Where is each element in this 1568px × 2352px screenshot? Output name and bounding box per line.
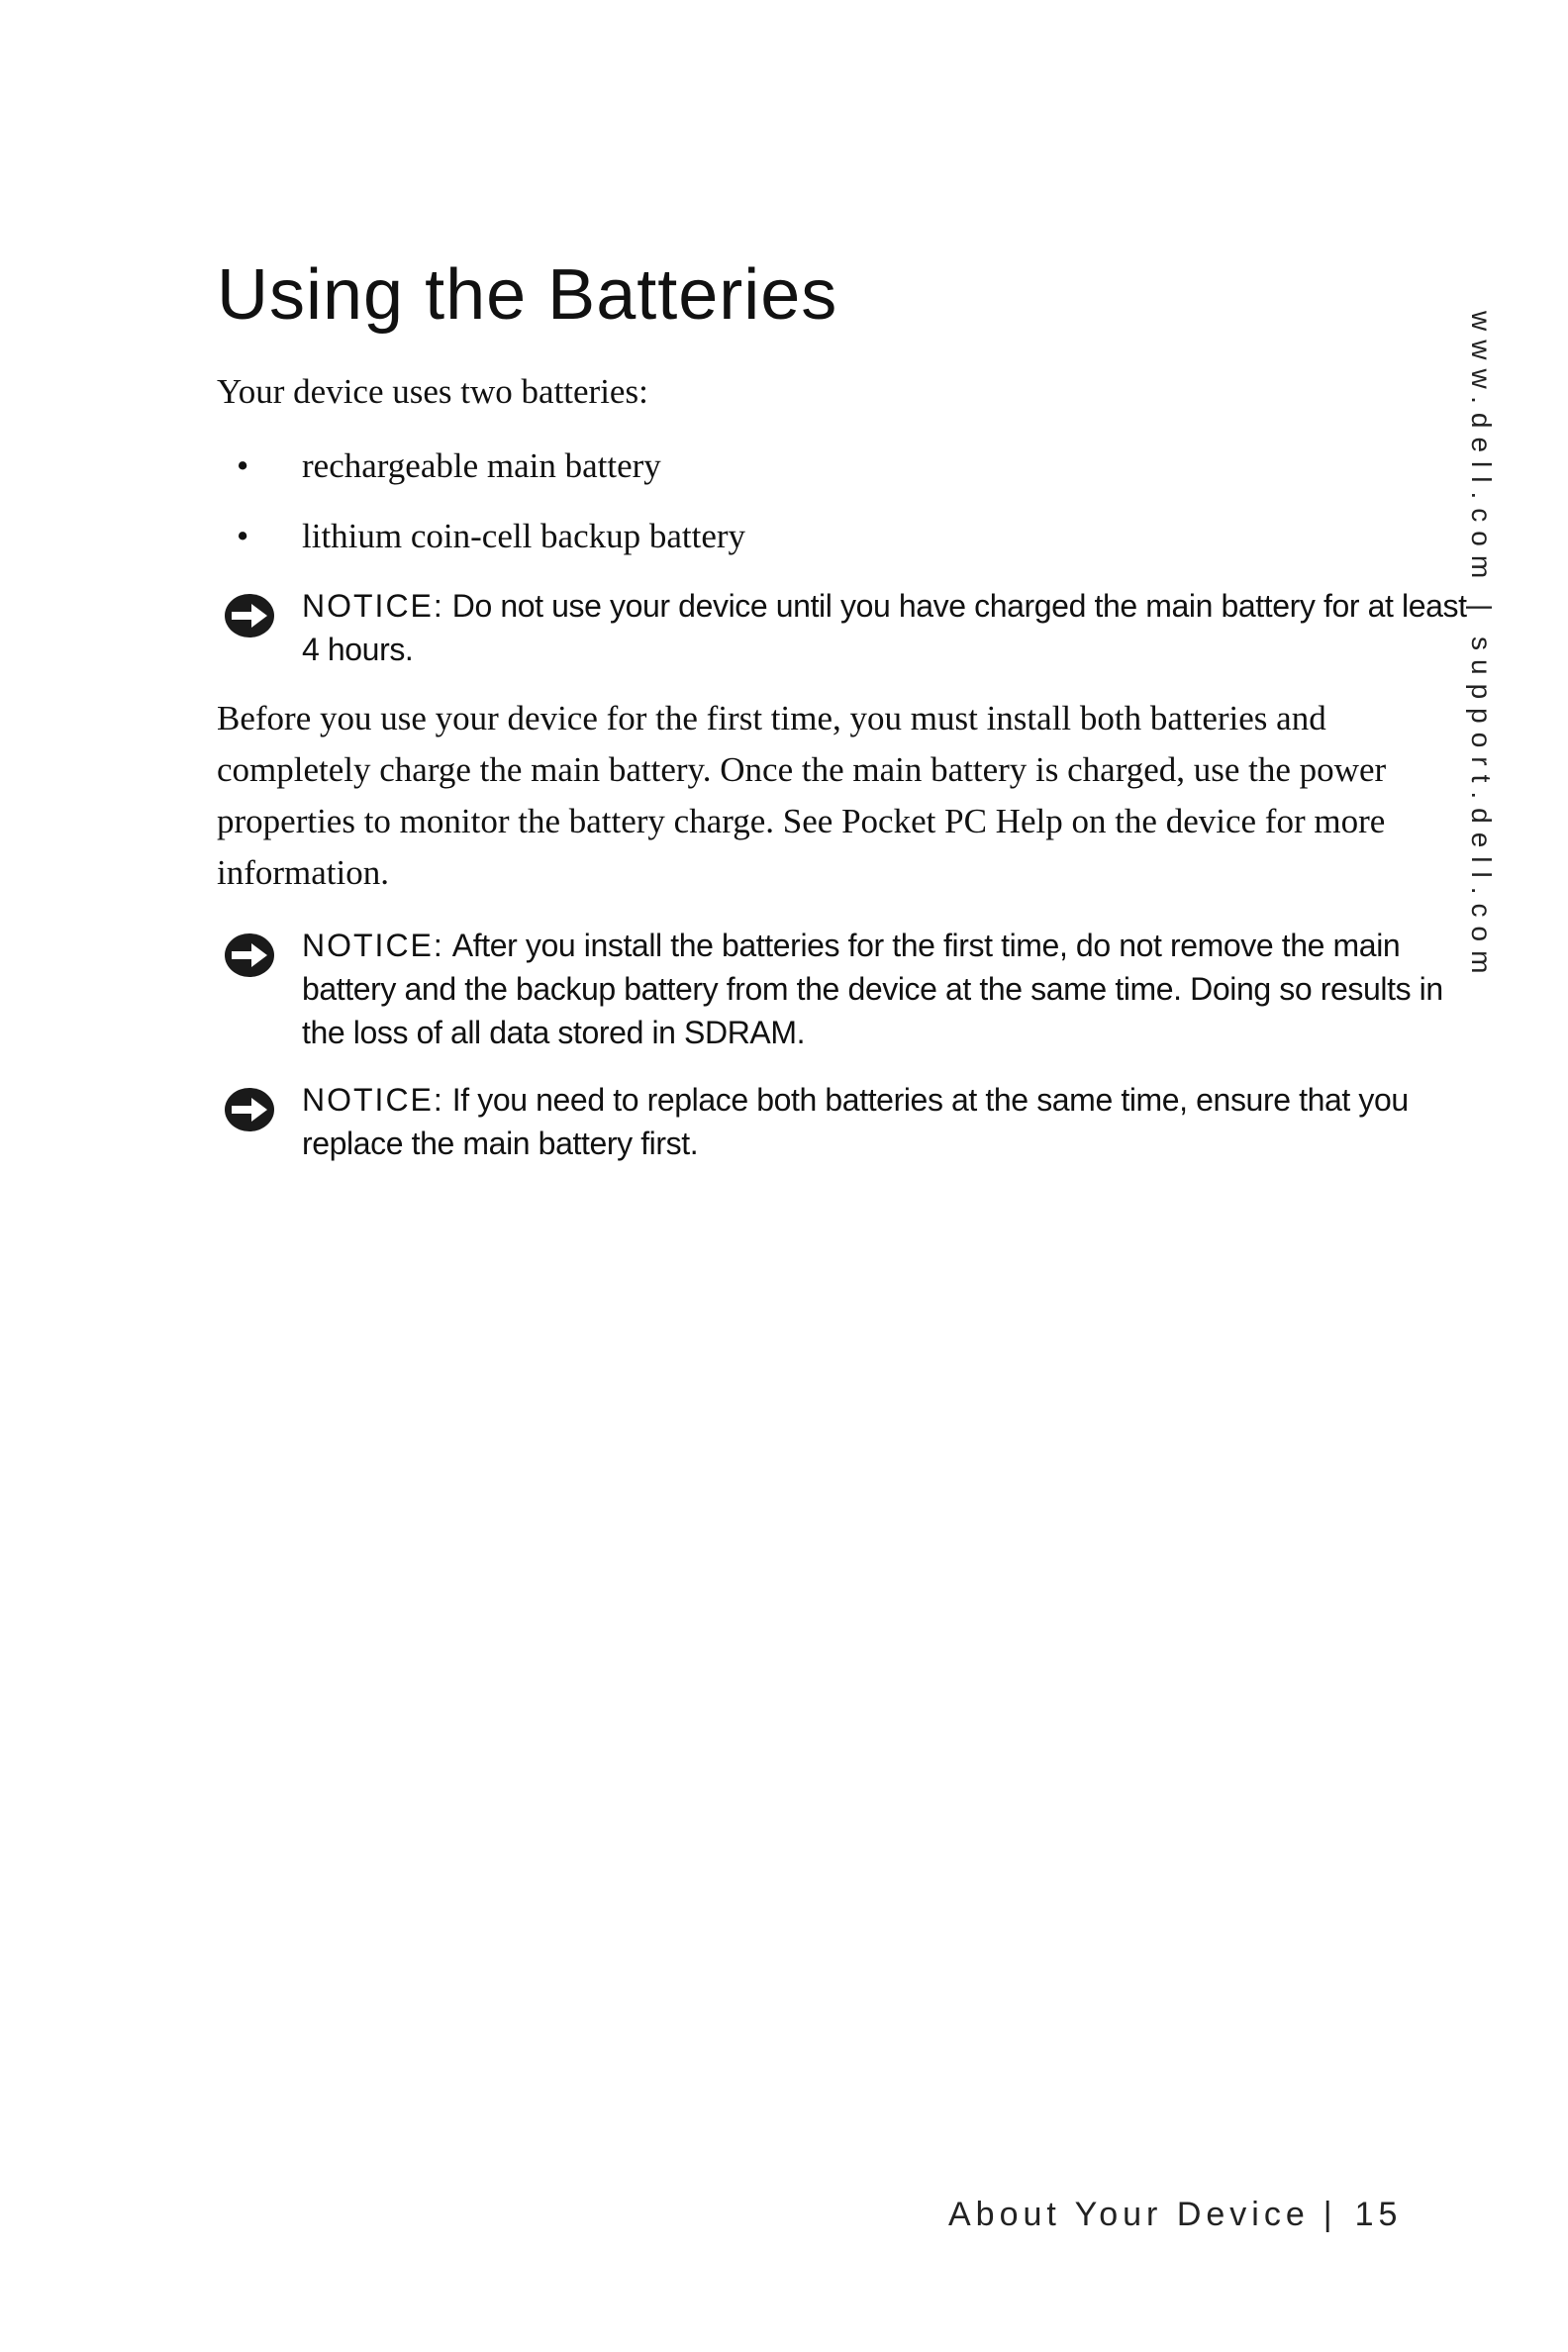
notice-arrow-icon bbox=[222, 590, 277, 641]
side-url-text: www.dell.com | support.dell.com bbox=[1466, 311, 1497, 983]
notice-body: After you install the batteries for the first time, do not remove the main battery and the backup battery from the device at the same time. Doing so results in the loss of all data stored in SDRAM. bbox=[302, 928, 1443, 1050]
notice-text bbox=[302, 1078, 1470, 1165]
footer-separator: | bbox=[1323, 2196, 1337, 2233]
bullet-text: rechargeable main battery bbox=[302, 446, 661, 485]
intro-text: Your device uses two batteries: bbox=[217, 372, 648, 411]
page-title: Using the Batteries bbox=[217, 255, 838, 335]
bullet-text: lithium coin-cell backup battery bbox=[302, 517, 746, 555]
footer-section-title: About Your Device bbox=[948, 2196, 1310, 2233]
notice-text bbox=[302, 584, 1470, 671]
notice-label: NOTICE: bbox=[302, 1082, 444, 1118]
notice-body: If you need to replace both batteries at the same time, ensure that you replace the main battery first. bbox=[302, 1082, 1409, 1161]
notice-body: Do not use your device until you have charged the main battery for at least 4 hours. bbox=[302, 588, 1467, 667]
bullet-dot: • bbox=[237, 517, 249, 555]
bullet-dot: • bbox=[237, 446, 249, 485]
notice-label: NOTICE: bbox=[302, 928, 444, 963]
notice-label: NOTICE: bbox=[302, 588, 444, 624]
notice-text bbox=[302, 924, 1470, 1054]
page-number: 15 bbox=[1354, 2196, 1403, 2233]
body-paragraph: Before you use your device for the first time, you must install both batteries and completely charge the main battery. Once the main battery is charged, use the power properties to monitor the battery charge. See Pocket PC Help on the device for more information. bbox=[217, 699, 1387, 892]
page-footer bbox=[948, 2196, 1402, 2234]
notice-arrow-icon bbox=[222, 930, 277, 981]
notice-arrow-icon bbox=[222, 1084, 277, 1135]
